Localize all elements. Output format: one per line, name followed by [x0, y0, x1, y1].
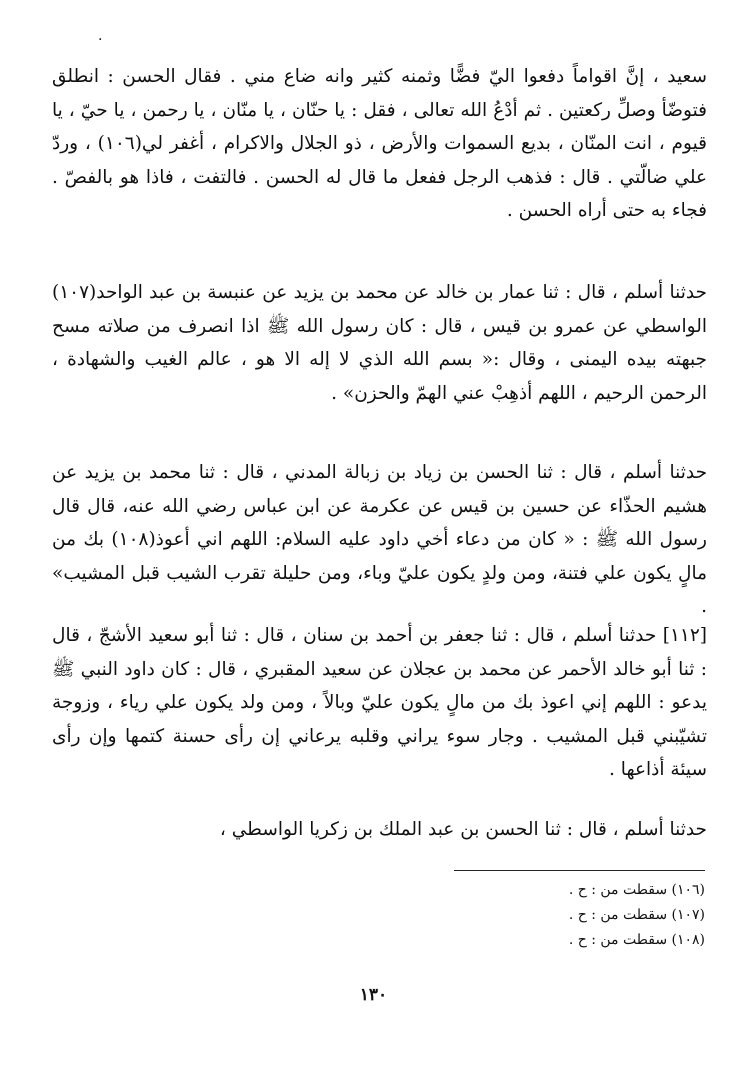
footnotes — [445, 878, 705, 953]
footnote-106: (١٠٦) سقطت من : ح . — [568, 882, 705, 898]
corner-mark: . — [98, 28, 103, 44]
paragraph-dawud-prayer: حدثنا أسلم ، قال : ثنا الحسن بن زياد بن زبالة المدني ، قال : ثنا محمد بن يزيد عن هشيم الحذّاء عن حسين بن قيس عن عكرمة عن ابن عباس رضي الله عنه، قال قال رسول الله ﷺ : « كان من دعاء أخي داود عليه السلام: اللهم اني أعوذ(١٠٨) بك من مالٍ يكون علي فتنة، ومن ولدٍ يكون عليّ وباء، ومن حليلة تقرب الشيب قبل المشيب» . — [52, 462, 707, 617]
paragraph-continuation: حدثنا أسلم ، قال : ثنا الحسن بن عبد الملك بن زكريا الواسطي ، — [219, 819, 707, 840]
footnote-divider — [454, 870, 705, 871]
paragraph-hasan-story: سعيد ، إنَّ اقواماً دفعوا اليّ فضًّا وثمنه كثير وانه ضاع مني . فقال الحسن : انطلق فتوضّأ وصلِّ ركعتين . ثم أدْعُ الله تعالى ، فقل : يا حنّان ، يا منّان ، يا رحمن ، يا حيّ ، يا قيوم ، انت المنّان ، بديع السموات والأرض ، ذو الجلال والاكرام ، أغفر لي(١٠٦) ، وردّ علي ضالّتي . قال : فذهب الرجل ففعل ما قال له الحسن . فالتفت ، فاذا هو بالفصّ . فجاء به حتى أراه الحسن . — [52, 66, 707, 221]
footnote-108: (١٠٨) سقطت من : ح . — [568, 932, 705, 948]
paragraph-hadith-forehead: حدثنا أسلم ، قال : ثنا عمار بن خالد عن محمد بن يزيد عن عنبسة بن عبد الواحد(١٠٧) الواسطي عن عمرو بن قيس ، قال : كان رسول الله ﷺ اذا انصرف من صلاته مسح جبهته بيده اليمنى ، وقال :« بسم الله الذي لا إله الا هو ، عالم الغيب والشهادة ، الرحمن الرحيم ، اللهم أذهِبْ عني الهمّ والحزن» . — [52, 282, 707, 404]
footnote-107: (١٠٧) سقطت من : ح . — [568, 907, 705, 923]
paragraph-numbered-112: [١١٢] حدثنا أسلم ، قال : ثنا جعفر بن أحمد بن سنان ، قال : ثنا أبو سعيد الأشجّ ، قال : ثنا أبو خالد الأحمر عن محمد بن عجلان عن سعيد المقبري ، قال : كان داود النبي ﷺ يدعو : اللهم إني اعوذ بك من مالٍ يكون عليّ وبالاً ، ومن ولد يكون علي رياء ، وزوجة تشيّبني قبل المشيب . وجار سوء يراني وقلبه يرعاني إن رأى حسنة كتمها وإن رأى سيئة أذاعها . — [52, 625, 707, 780]
page-number: ١٣٠ — [359, 985, 388, 1005]
